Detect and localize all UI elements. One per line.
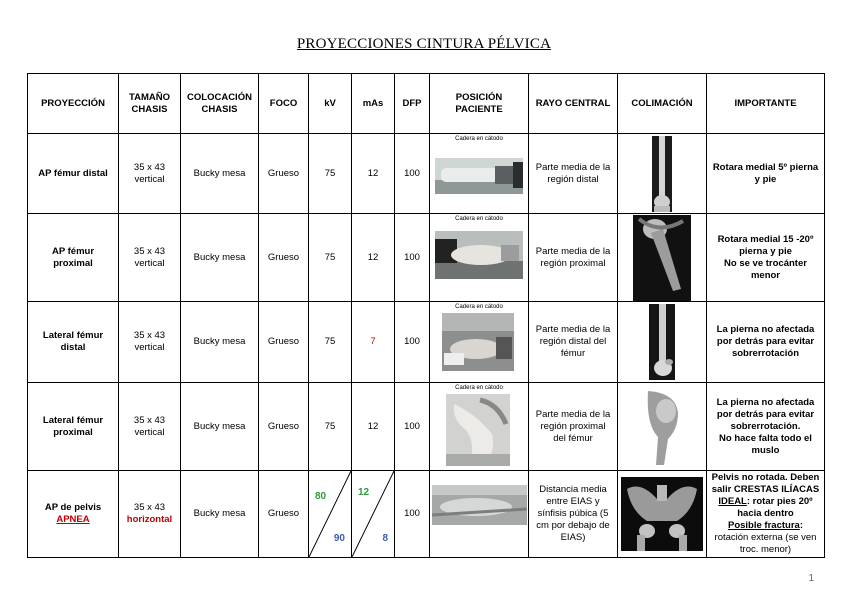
dfp-cell: 100 [395, 134, 430, 214]
mas-cell [352, 471, 395, 558]
posicion-cell [430, 302, 529, 383]
rayo-cell: Distancia media entre EIAS y sínfisis púbica (5 cm por debajo de EIAS) [529, 471, 618, 558]
colocacion-cell: Bucky mesa [181, 471, 259, 558]
kv-value-a: 80 [315, 491, 327, 502]
tamano-cell: 35 x 43 vertical [119, 302, 181, 383]
importante-cell: La pierna no afectada por detrás para evitar sobrerrotación [707, 302, 825, 383]
importante-cell: Rotara medial 5º pierna y pie [707, 134, 825, 214]
xray-image [652, 136, 672, 212]
kv-cell [309, 471, 352, 558]
patient-position-photo [435, 231, 523, 279]
proyeccion-cell: Lateral fémur proximal [28, 383, 119, 471]
table-row [28, 214, 825, 302]
colimacion-cell [618, 214, 707, 302]
patient-position-photo [435, 158, 523, 194]
mas-cell: 12 [352, 134, 395, 214]
dfp-cell: 100 [395, 214, 430, 302]
posicion-cell [430, 214, 529, 302]
header-tamano: TAMAÑO CHASIS [119, 74, 181, 134]
header-rayo: RAYO CENTRAL [529, 74, 618, 134]
header-colimacion: COLIMACIÓN [618, 74, 707, 134]
header-mas: mAs [352, 74, 395, 134]
kv-cell: 75 [309, 134, 352, 214]
xray-image [649, 304, 675, 380]
xray-image [640, 389, 684, 465]
page-title: PROYECCIONES CINTURA PÉLVICA [296, 36, 552, 52]
kv-cell: 75 [309, 214, 352, 302]
importante-cell: Rotara medial 15 -20º pierna y pie No se ve trocánter menor [707, 214, 825, 302]
header-proyeccion: PROYECCIÓN [28, 74, 119, 134]
mas-cell: 12 [352, 214, 395, 302]
apnea-label: APNEA [56, 514, 90, 525]
tamano-cell: 35 x 43 vertical [119, 134, 181, 214]
table-row [28, 302, 825, 383]
posicion-caption: Cadera en cátodo [455, 136, 503, 142]
colimacion-cell [618, 383, 707, 471]
colimacion-cell [618, 302, 707, 383]
kv-cell: 75 [309, 383, 352, 471]
colocacion-cell: Bucky mesa [181, 214, 259, 302]
mas-value-b: 8 [382, 533, 388, 544]
projections-table [27, 73, 825, 558]
foco-cell: Grueso [259, 383, 309, 471]
xray-image [621, 477, 703, 551]
posicion-caption: Cadera en cátodo [455, 304, 503, 310]
posicion-caption: Cadera en cátodo [455, 385, 503, 391]
xray-image [633, 215, 691, 301]
header-posicion: POSICIÓN PACIENTE [430, 74, 529, 134]
horizontal-label: horizontal [126, 514, 173, 525]
posicion-cell [430, 383, 529, 471]
colimacion-cell [618, 134, 707, 214]
tamano-cell: 35 x 43 horizontal [119, 471, 181, 558]
dfp-cell: 100 [395, 302, 430, 383]
tamano-cell: 35 x 43 vertical [119, 383, 181, 471]
header-importante: IMPORTANTE [707, 74, 825, 134]
mas-cell: 12 [352, 383, 395, 471]
proyeccion-cell: AP de pelvis APNEA [28, 471, 119, 558]
dfp-cell: 100 [395, 471, 430, 558]
tamano-cell: 35 x 43 vertical [119, 214, 181, 302]
posicion-cell [430, 134, 529, 214]
foco-cell: Grueso [259, 214, 309, 302]
dfp-cell: 100 [395, 383, 430, 471]
patient-position-photo [432, 485, 527, 525]
rayo-cell: Parte media de la región distal del fémur [529, 302, 618, 383]
colimacion-cell [618, 471, 707, 558]
table-row [28, 383, 825, 471]
table-row [28, 471, 825, 558]
proyeccion-cell: AP fémur distal [28, 134, 119, 214]
header-row [28, 74, 825, 134]
rayo-cell: Parte media de la región distal [529, 134, 618, 214]
mas-value-a: 12 [358, 487, 370, 498]
foco-cell: Grueso [259, 302, 309, 383]
kv-cell: 75 [309, 302, 352, 383]
posicion-caption: Cadera en cátodo [455, 216, 503, 222]
header-colocacion: COLOCACIÓN CHASIS [181, 74, 259, 134]
proyeccion-cell: AP fémur proximal [28, 214, 119, 302]
mas-cell: 7 [352, 302, 395, 383]
foco-cell: Grueso [259, 471, 309, 558]
proyeccion-cell: Lateral fémur distal [28, 302, 119, 383]
patient-position-photo [446, 394, 510, 466]
importante-cell: La pierna no afectada por detrás para evitar sobrerrotación. No hace falta todo el muslo [707, 383, 825, 471]
rayo-cell: Parte media de la región proximal [529, 214, 618, 302]
posicion-cell [430, 471, 529, 558]
colocacion-cell: Bucky mesa [181, 134, 259, 214]
foco-cell: Grueso [259, 134, 309, 214]
colocacion-cell: Bucky mesa [181, 302, 259, 383]
table-row [28, 134, 825, 214]
rayo-cell: Parte media de la región proximal del fémur [529, 383, 618, 471]
colocacion-cell: Bucky mesa [181, 383, 259, 471]
page-number: 1 [808, 573, 814, 584]
kv-value-b: 90 [333, 533, 345, 544]
patient-position-photo [442, 313, 514, 371]
header-foco: FOCO [259, 74, 309, 134]
header-dfp: DFP [395, 74, 430, 134]
importante-cell: Pelvis no rotada. Deben salir CRESTAS ILÍACAS IDEAL: rotar pies 20º hacia dentro Posible fractura: rotación externa (se ven troc. menor) [707, 471, 825, 558]
header-kv: kV [309, 74, 352, 134]
